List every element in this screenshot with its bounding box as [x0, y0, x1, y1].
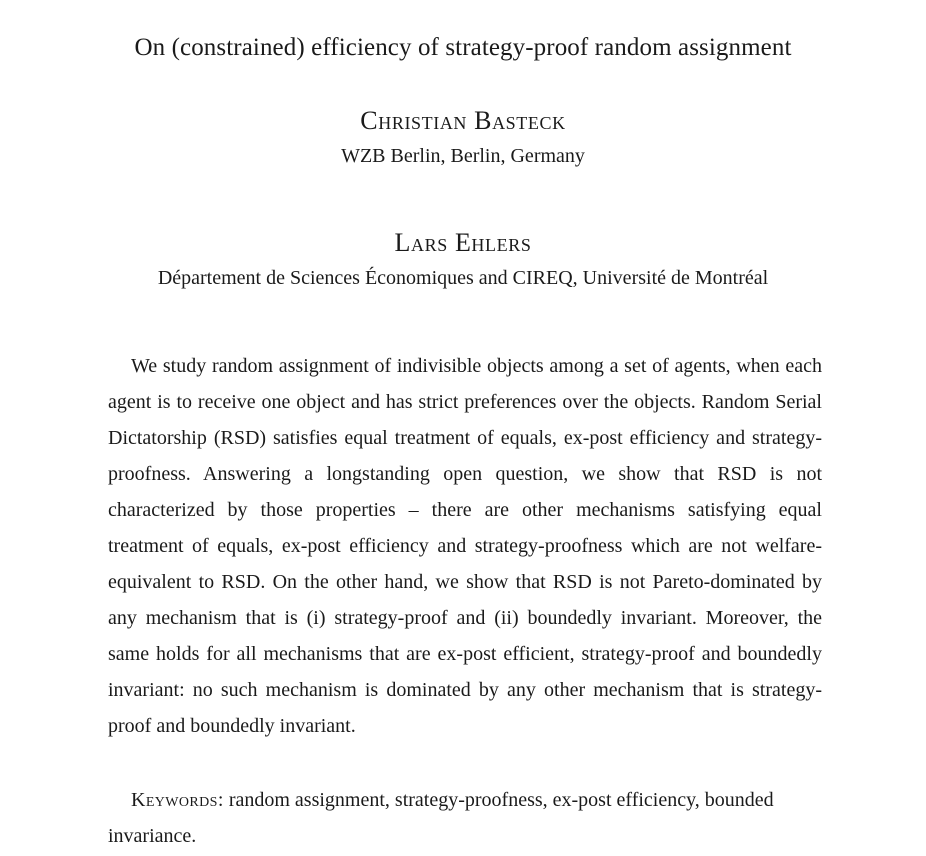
keywords-label: Keywords: — [131, 789, 224, 811]
author-name: Lars Ehlers — [394, 228, 532, 257]
keywords-line — [108, 782, 844, 854]
abstract-text: We study random assignment of indivisible objects among a set of agents, when each agent is to receive one object and has strict preferences over the objects. Random Serial Dictatorship (RSD) satisfies equal treatment of equals, ex-post efficiency and strategy-proofness. Answering a longstanding open question, we show that RSD is not characterized by those properties – there are other mechanisms satisfying equal treatment of equals, ex-post efficiency and strategy-proofness which are not welfare-equivalent to RSD. On the other hand, we show that RSD is not Pareto-dominated by any mechanism that is (i) strategy-proof and (ii) boundedly invariant. Moreover, the same holds for all mechanisms that are ex-post efficient, strategy-proof and boundedly invariant: no such mechanism is dominated by any other mechanism that is strategy-proof and boundedly invariant. — [108, 355, 822, 737]
author-affiliation: Département de Sciences Économiques and CIREQ, Université de Montréal — [157, 267, 769, 289]
paper-title: On (constrained) efficiency of strategy-proof random assignment — [134, 34, 792, 61]
author-affiliation: WZB Berlin, Berlin, Germany — [341, 145, 585, 167]
keywords-list: random assignment, strategy-proofness, ex-post efficiency, bounded invariance. — [108, 789, 774, 847]
author-name: Christian Basteck — [360, 106, 566, 135]
